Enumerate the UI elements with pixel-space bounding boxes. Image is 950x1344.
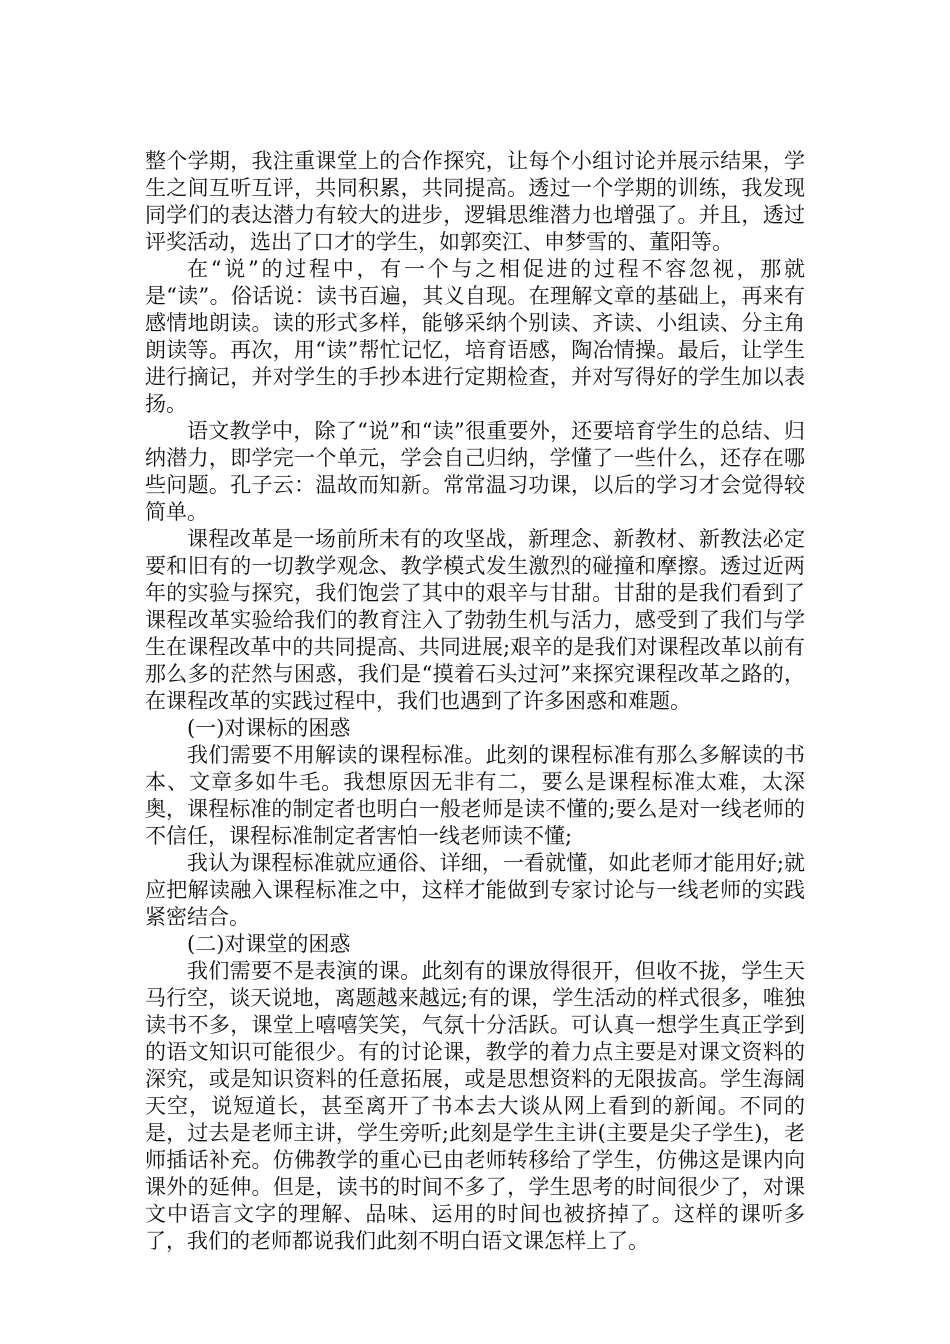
paragraph-4: 课程改革是一场前所未有的攻坚战，新理念、新教材、新教法必定要和旧有的一切教学观念、教学模式发生激烈的碰撞和摩擦。透过近两年的实验与探究，我们饱尝了其中的艰辛与甘甜。甘甜的是我们看到了课程改革实验给我们的教育注入了勃勃生机与活力，感受到了我们与学生在课程改革中的共同提高、共同进展;艰辛的是我们对课程改革以前有那么多的茫然与困惑，我们是“摸着石头过河”来探究课程改革之路的，在课程改革的实践过程中，我们也遇到了许多困惑和难题。 — [145, 527, 805, 713]
paragraph-6: 我认为课程标准就应通俗、详细，一看就懂，如此老师才能用好;就应把解读融入课程标准之中，这样才能做到专家讨论与一线老师的实践紧密结合。 — [145, 851, 805, 929]
document-page — [145, 148, 805, 1255]
paragraph-2: 在“说”的过程中，有一个与之相促进的过程不容忽视，那就是“读”。俗话说：读书百遍，其义自现。在理解文章的基础上，再来有感情地朗读。读的形式多样，能够采纳个别读、齐读、小组读、分主角朗读等。再次，用“读”帮忙记忆，培育语感，陶冶情操。最后，让学生进行摘记，并对学生的手抄本进行定期检查，并对写得好的学生加以表扬。 — [145, 257, 805, 416]
section-heading-2: (二)对课堂的困惑 — [187, 932, 351, 956]
paragraph-1: 整个学期，我注重课堂上的合作探究，让每个小组讨论并展示结果，学生之间互听互评，共同积累，共同提高。透过一个学期的训练，我发现同学们的表达潜力有较大的进步，逻辑思维潜力也增强了。并且，透过评奖活动，选出了口才的学生，如郭奕江、申梦雪的、董阳等。 — [145, 149, 805, 254]
paragraph-5: 我们需要不用解读的课程标准。此刻的课程标准有那么多解读的书本、文章多如牛毛。我想原因无非有二，要么是课程标准太难，太深奥，课程标准的制定者也明白一般老师是读不懂的;要么是对一线老师的不信任，课程标准制定者害怕一线老师读不懂; — [145, 743, 805, 848]
paragraph-3: 语文教学中，除了“说”和“读”很重要外，还要培育学生的总结、归纳潜力，即学完一个单元，学会自己归纳，学懂了一些什么，还存在哪些问题。孔子云：温故而知新。常常温习功课，以后的学习才会觉得较简单。 — [145, 419, 805, 524]
paragraph-7: 我们需要不是表演的课。此刻有的课放得很开，但收不拢，学生天马行空，谈天说地，离题越来越远;有的课，学生活动的样式很多，唯独读书不多，课堂上嘻嘻笑笑，气氛十分活跃。可认真一想学生真正学到的语文知识可能很少。有的讨论课，教学的着力点主要是对课文资料的深究，或是知识资料的任意拓展，或是思想资料的无限拔高。学生海阔天空，说短道长，甚至离开了书本去大谈从网上看到的新闻。不同的是，过去是老师主讲，学生旁听;此刻是学生主讲(主要是尖子学生)，老师插话补充。仿佛教学的重心已由老师转移给了学生，仿佛这是课内向课外的延伸。但是，读书的时间不多了，学生思考的时间很少了，对课文中语言文字的理解、品味、运用的时间也被挤掉了。这样的课听多了，我们的老师都说我们此刻不明白语文课怎样上了。 — [145, 959, 805, 1253]
section-heading-1: (一)对课标的困惑 — [187, 716, 351, 740]
